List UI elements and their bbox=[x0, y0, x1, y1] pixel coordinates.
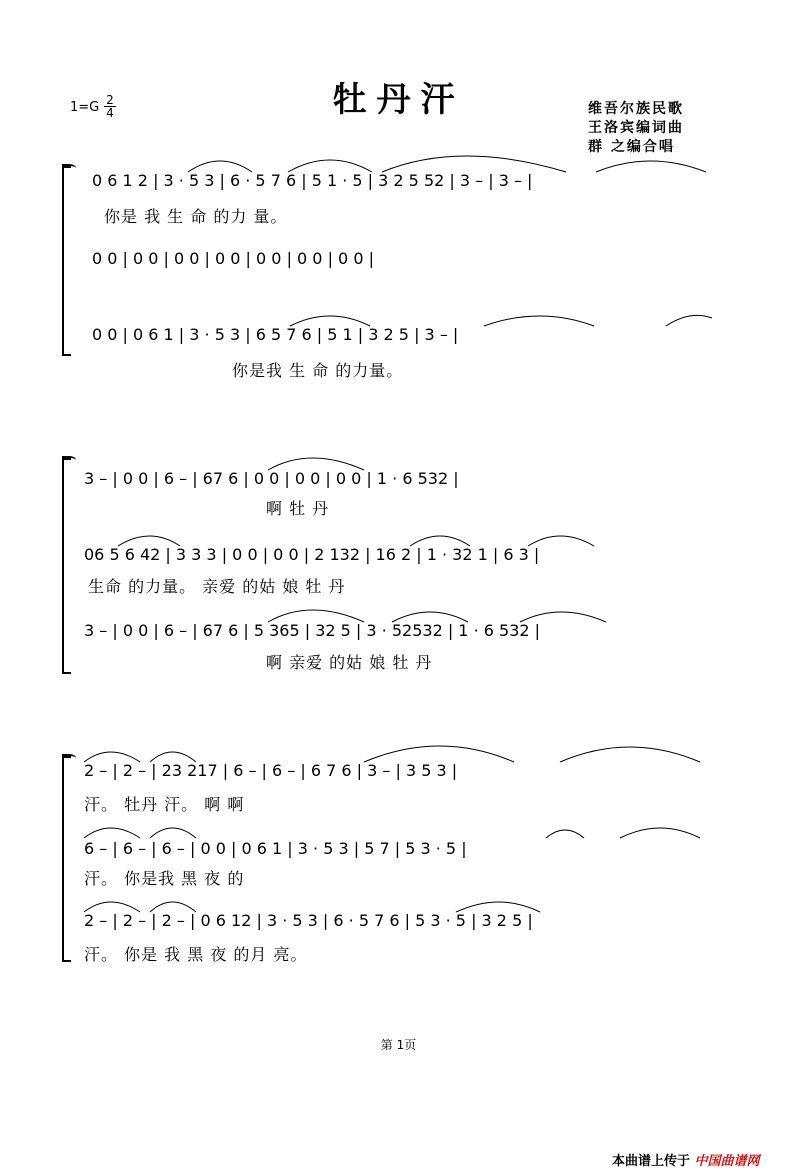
slur-arc bbox=[382, 156, 566, 172]
site-footer bbox=[612, 1150, 760, 1169]
note-group: 0 6 1 2 | 3 · 5 3 | 6 · 5 7 6 | 5 1 · 5 | 3 2 5 52 | 3 – | 3 – | bbox=[92, 171, 533, 190]
slur-arc bbox=[666, 315, 712, 326]
slur-arc bbox=[84, 828, 140, 838]
credit-line-2: 王洛宾编词曲 bbox=[588, 120, 684, 136]
slur-arc bbox=[268, 610, 364, 622]
lyric-line: 啊 牡 丹 bbox=[266, 499, 330, 518]
slur-arc bbox=[546, 830, 584, 838]
slur-arc bbox=[84, 902, 140, 912]
slur-arc bbox=[150, 752, 196, 762]
note-group: 06 5 6 42 | 3 3 3 | 0 0 | 0 0 | 2 132 | 16 2 | 1 · 32 1 | 6 3 | bbox=[84, 545, 540, 564]
score-title: 牡丹汗 bbox=[332, 80, 465, 120]
note-group: 3 – | 0 0 | 6 – | 67 6 | 0 0 | 0 0 | 0 0 | 1 · 6 532 | bbox=[84, 469, 459, 488]
slur-arc bbox=[188, 161, 252, 172]
slur-arcs bbox=[84, 156, 712, 912]
slur-arc bbox=[268, 458, 364, 470]
slur-arc bbox=[364, 746, 514, 762]
slur-arc bbox=[150, 902, 196, 912]
lyric-line: 生命 的力量。 亲爱 的姑 娘 牡 丹 bbox=[88, 577, 346, 596]
time-denominator: 4 bbox=[104, 106, 116, 119]
lyric-line: 汗。 你是 我 黑 夜 的月 亮。 bbox=[84, 945, 308, 964]
credit-line-1: 维吾尔族民歌 bbox=[588, 101, 684, 117]
note-group: 0 0 | 0 0 | 0 0 | 0 0 | 0 0 | 0 0 | 0 0 | bbox=[92, 249, 374, 268]
slur-arc bbox=[528, 536, 594, 546]
brand-logo[interactable]: 中国曲谱网 bbox=[694, 1154, 760, 1169]
slur-arc bbox=[392, 612, 468, 622]
slur-arc bbox=[560, 747, 700, 762]
slur-arc bbox=[118, 536, 180, 546]
note-group: 3 – | 0 0 | 6 – | 67 6 | 5 365 | 32 5 | 3 · 52532 | 1 · 6 532 | bbox=[84, 621, 541, 640]
page-number: 第 1页 bbox=[380, 1038, 417, 1052]
slur-arc bbox=[620, 828, 700, 838]
slur-arc bbox=[288, 160, 372, 172]
note-group: 6 – | 6 – | 6 – | 0 0 | 0 6 1 | 3 · 5 3 | 5 7 | 5 3 · 5 | bbox=[84, 839, 467, 858]
slur-arc bbox=[410, 536, 470, 546]
slur-arc bbox=[456, 902, 540, 912]
slur-arc bbox=[520, 612, 606, 622]
slur-arc bbox=[84, 752, 140, 762]
slur-arc bbox=[484, 316, 594, 326]
time-numerator: 2 bbox=[106, 93, 114, 107]
credit-line-3: 群 之编合唱 bbox=[588, 139, 675, 155]
lyric-line: 汗。 牡丹 汗。 啊 啊 bbox=[84, 795, 245, 814]
note-group: 0 0 | 0 6 1 | 3 · 5 3 | 6 5 7 6 | 5 1 | 3 2 5 | 3 – | bbox=[92, 325, 459, 344]
slur-arc bbox=[596, 161, 706, 172]
lyric-line: 你是我 生 命 的力量。 bbox=[232, 361, 404, 380]
slur-arc bbox=[150, 828, 196, 838]
lyric-line: 啊 亲爱 的姑 娘 牡 丹 bbox=[266, 653, 433, 672]
note-group: 2 – | 2 – | 23 217 | 6 – | 6 – | 6 7 6 | 3 – | 3 5 3 | bbox=[84, 761, 458, 780]
lyric-line: 你是 我 生 命 的力 量。 bbox=[104, 207, 288, 226]
slur-arc bbox=[290, 316, 370, 326]
key-signature: 1=G bbox=[70, 100, 100, 115]
upload-text: 本曲谱上传于 bbox=[612, 1154, 691, 1169]
note-group: 2 – | 2 – | 2 – | 0 6 12 | 3 · 5 3 | 6 · 5 7 6 | 5 3 · 5 | 3 2 5 | bbox=[84, 911, 533, 930]
lyric-line: 汗。 你是我 黑 夜 的 bbox=[84, 869, 245, 888]
